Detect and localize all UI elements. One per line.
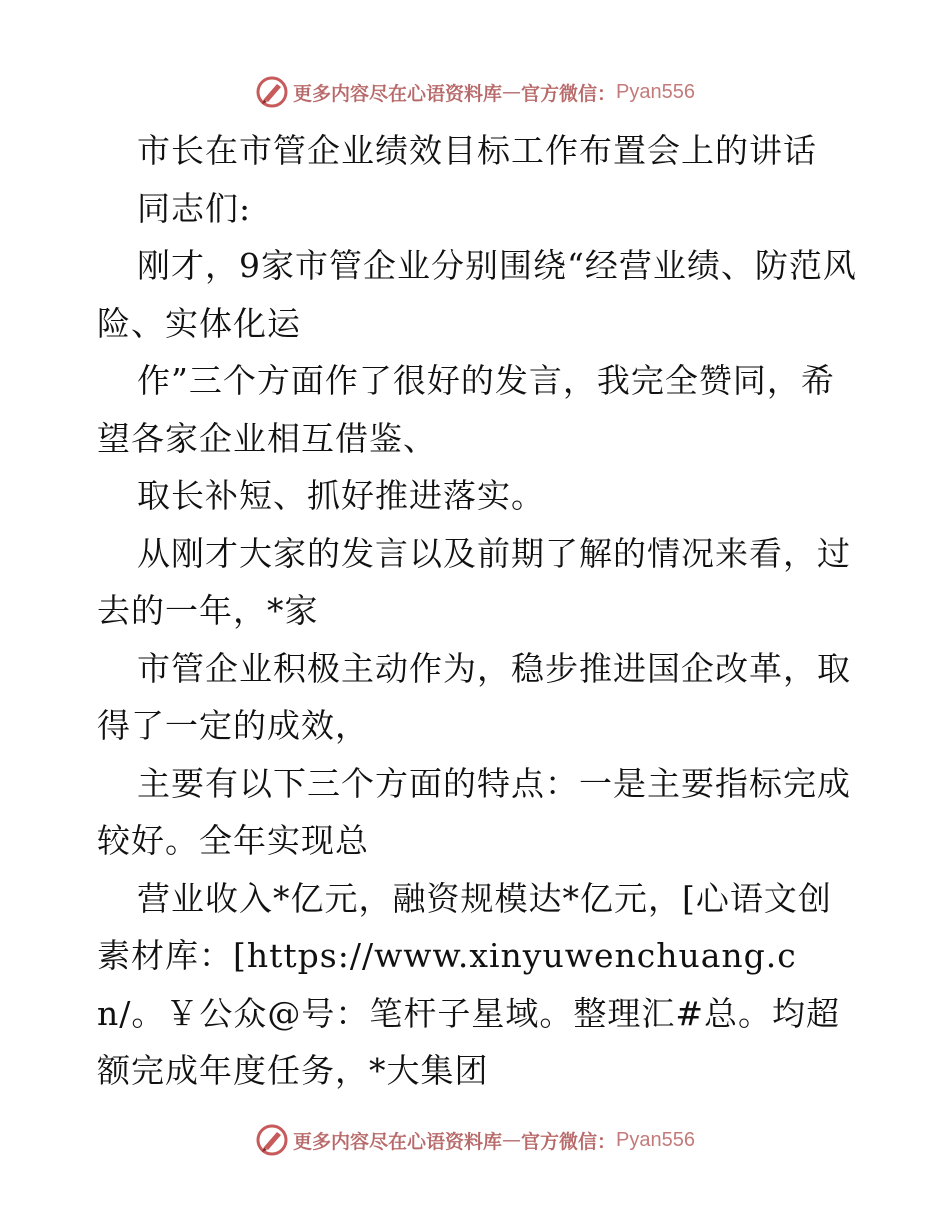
salutation: 同志们: (137, 188, 252, 228)
paragraph-line: 从刚才大家的发言以及前期了解的情况来看，过去的一年，*家 (97, 533, 851, 630)
paragraph-line: 作”三个方面作了很好的发言，我完全赞同，希望各家企业相互借鉴、 (97, 361, 835, 458)
banner-wechat-label: 官方微信： (521, 82, 617, 105)
banner-text: 更多内容尽在心语资料库 (293, 1130, 503, 1153)
header-banner (0, 72, 950, 112)
banner-wechat-label: 官方微信： (521, 1130, 617, 1153)
banner-wechat-id: Pyan556 (616, 1128, 695, 1151)
banner-separator: — (502, 1129, 522, 1151)
paragraph-line: 主要有以下三个方面的特点：一是主要指标完成较好。全年实现总 (97, 763, 851, 860)
document-title: 市长在市管企业绩效目标工作布置会上的讲话 (137, 131, 817, 170)
document-body (97, 122, 857, 1100)
paragraph-line: 取长补短、抓好推进落实。 (137, 476, 545, 515)
paragraph-line: 营业收入*亿元，融资规模达*亿元，[心语文创素材库：[https://www.xinyuwenchuang.cn/。￥公众@号：笔杆子星域。整理汇#总。均超额完成年度任务，*大集团 (97, 878, 841, 1090)
footer-banner (0, 1120, 950, 1160)
paragraph-line: 市管企业积极主动作为，稳步推进国企改革，取得了一定的成效， (97, 648, 851, 745)
pen-logo-icon (255, 75, 289, 109)
banner-text: 更多内容尽在心语资料库 (293, 82, 503, 105)
banner-separator: — (502, 81, 522, 103)
paragraph-line: 刚才，9家市管企业分别围绕“经营业绩、防范风险、实体化运 (97, 246, 857, 343)
pen-logo-icon (255, 1123, 289, 1157)
banner-wechat-id: Pyan556 (616, 80, 695, 103)
